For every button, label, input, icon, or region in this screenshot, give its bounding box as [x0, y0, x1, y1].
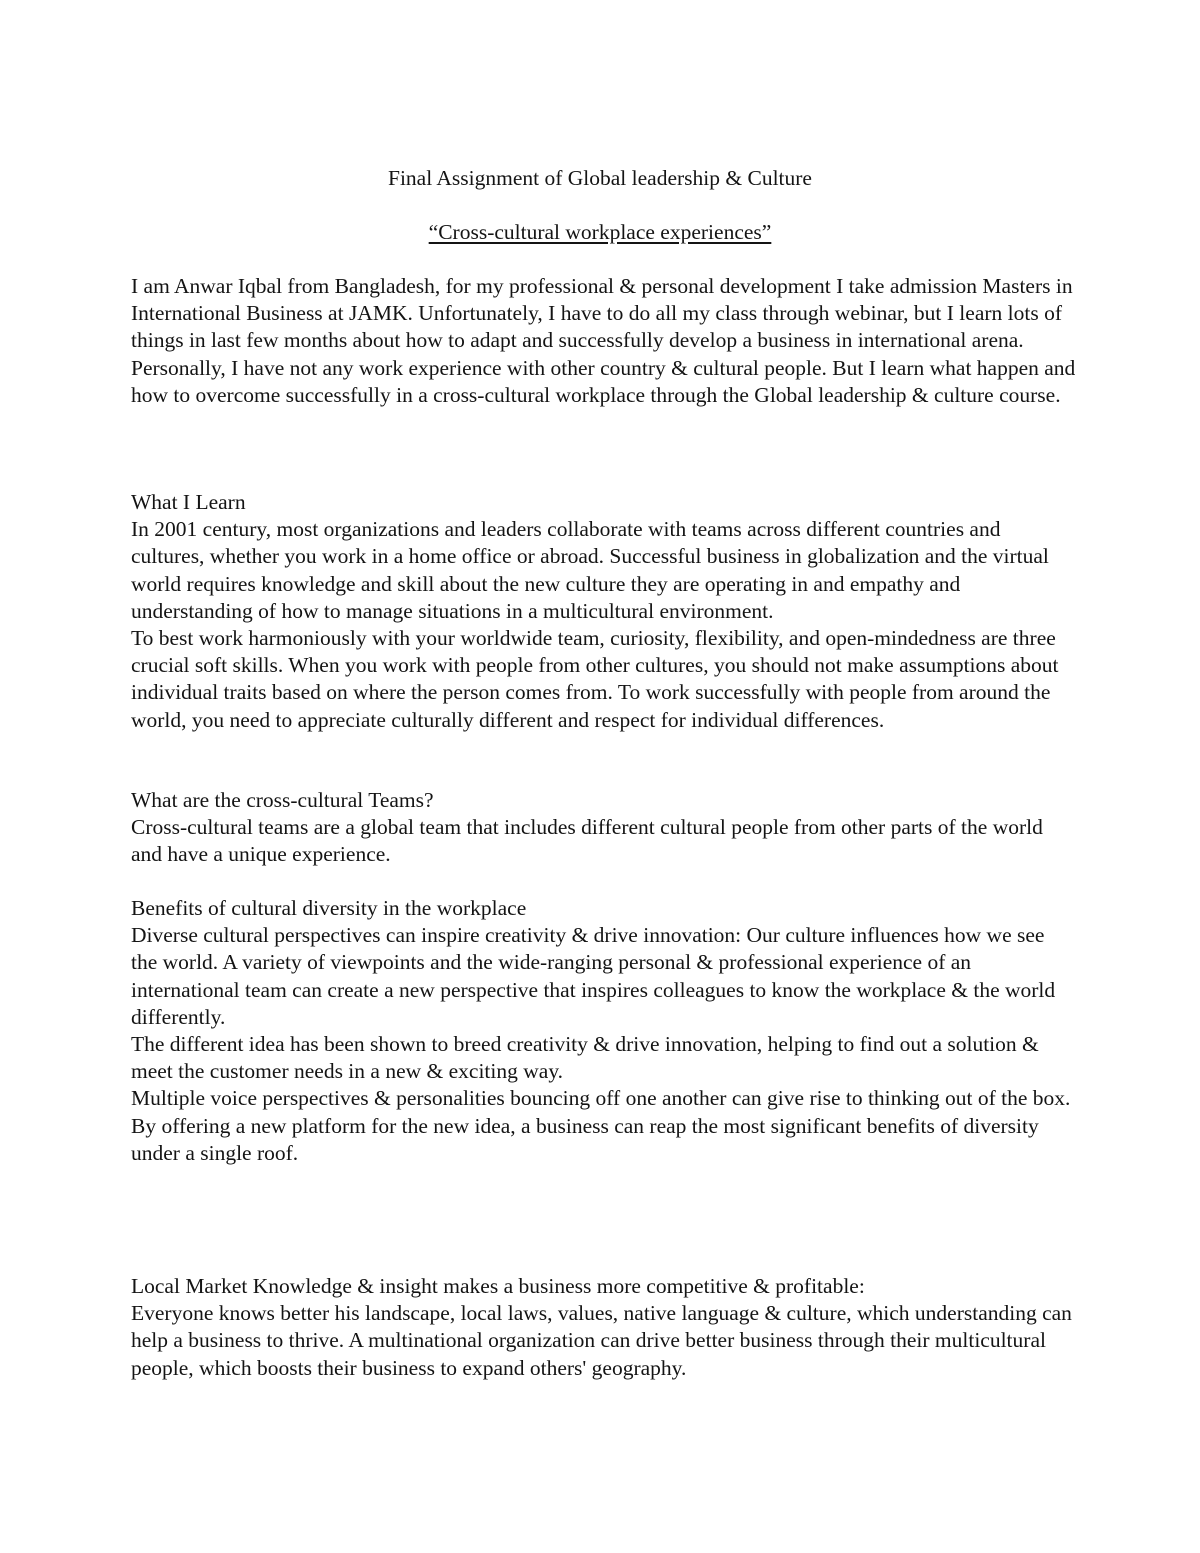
local-market-section — [131, 1273, 1076, 1382]
what-i-learn-paragraph-2: To best work harmoniously with your worldwide team, curiosity, flexibility, and open-mindedness are three crucial soft skills. When you work with people from other cultures, you should not make assumptions about individual traits based on where the person comes from. To work successfully with people from around the world, you need to appreciate culturally different and respect for individual differences. — [131, 626, 1059, 732]
cross-cultural-teams-heading: What are the cross-cultural Teams? — [131, 788, 434, 812]
benefits-paragraph-2: The different idea has been shown to breed creativity & drive innovation, helping to find out a solution & meet the customer needs in a new & exciting way. — [131, 1032, 1039, 1084]
document-subtitle: “Cross-cultural workplace experiences” — [428, 220, 772, 244]
benefits-paragraph-1: Diverse cultural perspectives can inspire creativity & drive innovation: Our culture influences how we see the world. A variety of viewpoints and the wide-ranging personal & professional experience of an international team can create a new perspective that inspires colleagues to know the workplace & the world differently. — [131, 923, 1056, 1029]
document-title: Final Assignment of Global leadership & Culture — [388, 166, 812, 190]
cross-cultural-teams-section — [131, 787, 1076, 869]
intro-section — [131, 273, 1076, 409]
what-i-learn-heading: What I Learn — [131, 490, 246, 514]
benefits-heading: Benefits of cultural diversity in the workplace — [131, 896, 527, 920]
intro-paragraph-2: Personally, I have not any work experience with other country & cultural people. But I learn what happen and how to overcome successfully in a cross-cultural workplace through the Global leadership & culture course. — [131, 355, 1076, 407]
local-market-paragraph: Everyone knows better his landscape, local laws, values, native language & culture, which understanding can help a business to thrive. A multinational organization can drive better business through their multicultural people, which boosts their business to expand others' geography. — [131, 1301, 1072, 1380]
cross-cultural-teams-paragraph: Cross-cultural teams are a global team that includes different cultural people from other parts of the world and have a unique experience. — [131, 815, 1043, 867]
what-i-learn-section — [131, 489, 1076, 734]
benefits-paragraph-3: Multiple voice perspectives & personalities bouncing off one another can give rise to thinking out of the box. By offering a new platform for the new idea, a business can reap the most significant benefits of diversity under a single roof. — [131, 1086, 1071, 1165]
intro-paragraph-1: I am Anwar Iqbal from Bangladesh, for my professional & personal development I take admission Masters in International Business at JAMK. Unfortunately, I have to do all my class through webinar, but I learn lots of things in last few months about how to adapt and successfully develop a business in international arena. — [131, 274, 1073, 353]
benefits-section — [131, 895, 1076, 1167]
local-market-heading: Local Market Knowledge & insight makes a business more competitive & profitable: — [131, 1274, 865, 1298]
what-i-learn-paragraph-1: In 2001 century, most organizations and leaders collaborate with teams across different countries and cultures, whether you work in a home office or abroad. Successful business in globalization and the virtual world requires knowledge and skill about the new culture they are operating in and empathy and understanding of how to manage situations in a multicultural environment. — [131, 517, 1049, 623]
